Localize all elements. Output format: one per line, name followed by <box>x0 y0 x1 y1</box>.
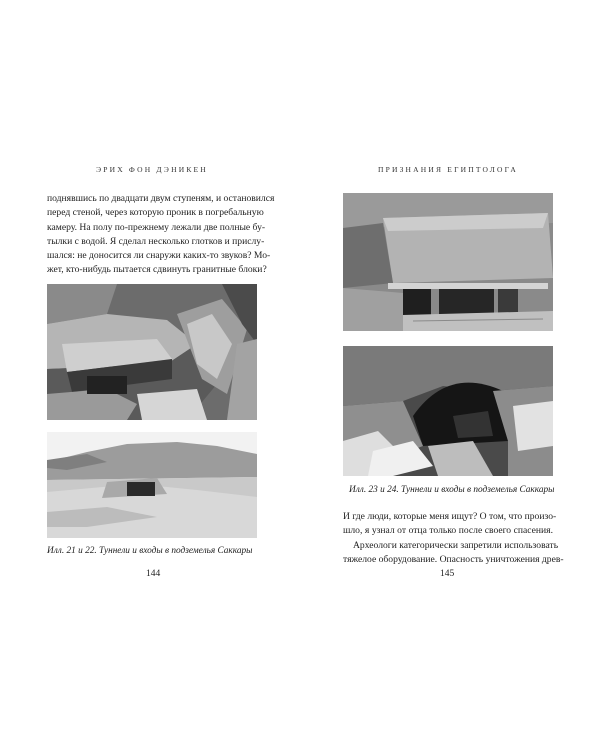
photo-tunnel-descent <box>343 346 553 476</box>
page-number-right: 145 <box>440 569 455 579</box>
text-line: шался: не доносится ли снаружи каких-то звуков? Мо- <box>47 250 271 262</box>
text-line: камеру. На полу по-прежнему лежали две полные бу- <box>47 221 266 233</box>
running-head-title: ПРИЗНАНИЯ ЕГИПТОЛОГА <box>377 165 519 174</box>
text-line: тылки с водой. Я сделал несколько глотков и прислу- <box>47 235 265 247</box>
text-line: И где люди, которые меня ищут? О том, что произо- <box>343 511 557 522</box>
page-number-left: 144 <box>146 569 161 579</box>
left-body-text <box>47 192 275 278</box>
right-body-text <box>343 510 564 567</box>
photo-stone-blocks <box>47 284 257 420</box>
text-line: перед стеной, через которую проник в погребальную <box>47 207 264 219</box>
right-figure-caption: Илл. 23 и 24. Туннели и входы в подземелья Саккары <box>349 485 555 495</box>
text-line: Археологи категорически запретили использовать <box>353 539 559 551</box>
photo-desert-mound <box>47 432 257 538</box>
text-line: тяжелое оборудование. Опасность уничтожения древ- <box>343 553 564 565</box>
text-line: жет, кто-нибудь пытается сдвинуть гранитные блоки? <box>47 264 267 276</box>
running-head-author: ЭРИХ ФОН ДЭНИКЕН <box>96 165 208 174</box>
text-line: поднявшись по двадцати двум ступеням, и остановился <box>47 193 275 204</box>
text-line: шло, я узнал от отца только после своего спасения. <box>343 525 553 537</box>
left-figure-caption: Илл. 21 и 22. Туннели и входы в подземелья Саккары <box>47 546 253 556</box>
photo-tomb-entrance <box>343 193 553 331</box>
